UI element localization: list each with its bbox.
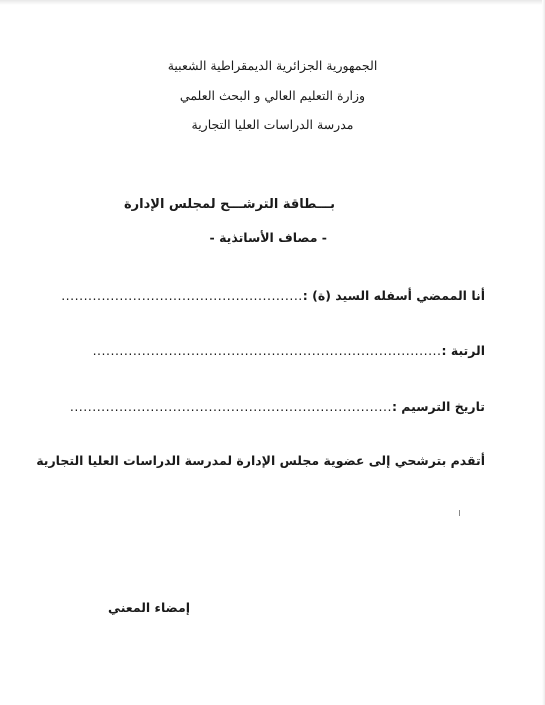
rank-field-dots: .............................................................................. [92,343,442,358]
rank-field-label: الرتبة : [441,343,485,358]
name-field-label: أنا الممضي أسفله السيد (ة) : [302,288,485,303]
header-ministry: وزارة التعليم العالي و البحث العلمي [179,88,366,103]
header-republic: الجمهورية الجزائرية الديمقراطية الشعبية [167,58,378,73]
candidacy-statement: أتقدم بترشحي إلى عضوية مجلس الإدارة لمدرسة الدراسات العليا التجارية [36,453,485,468]
document-title: بـــطاقة الترشـــح لمجلس الإدارة [123,197,335,212]
document-subtitle: - مصاف الأساتذية - [209,230,327,245]
name-field [61,288,485,303]
date-field-label: تاريخ الترسيم : [391,399,485,414]
date-field [70,399,485,414]
date-field-dots: ........................................................................ [69,399,392,414]
scan-mark [459,510,460,516]
rank-field [93,343,485,358]
name-field-dots: ...................................................... [61,288,303,303]
header-school: مدرسة الدراسات العليا التجارية [191,117,354,132]
scan-edge-top [0,0,545,5]
signature-label: إمضاء المعني [108,600,190,615]
